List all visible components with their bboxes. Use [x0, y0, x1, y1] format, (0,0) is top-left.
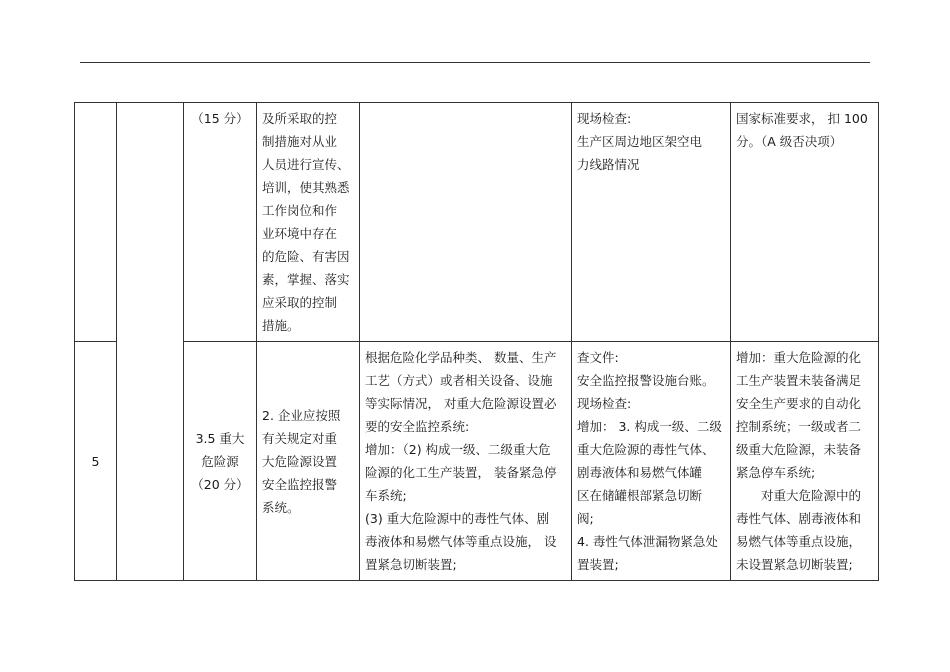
standard-line: 增加：重大危险源的化 — [736, 350, 862, 365]
check-line: 生产区周边地区架空电 — [577, 134, 703, 149]
detail-line: 险源的化工生产装置， 装备紧急停 — [365, 465, 557, 480]
element-cell — [184, 342, 257, 581]
check-line: 区在储罐根部紧急切断 — [577, 488, 703, 503]
standard-line: 工生产装置未装备满足 — [736, 373, 862, 388]
standard-line: 毒性气体、剧毒液体和 — [736, 511, 862, 526]
check-line: 4. 毒性气体泄漏物紧急处 — [577, 534, 718, 549]
requirement-line: 培训，使其熟悉 — [262, 180, 350, 195]
requirement-cell — [257, 342, 360, 581]
detail-line: (3) 重大危险源中的毒性气体、剧 — [365, 511, 550, 526]
requirement-line: 措施。 — [262, 318, 300, 333]
standard-line: 安全生产要求的自动化 — [736, 396, 862, 411]
requirement-line: 安全监控报警 — [262, 476, 338, 492]
standards-table — [74, 102, 879, 581]
check-line: 安全监控报警设施台账。 — [577, 373, 715, 388]
standard-line: 易燃气体等重点设施， — [736, 534, 862, 549]
number-cell — [75, 103, 117, 342]
detail-line: 要的安全监控系统: — [365, 419, 470, 434]
check-line: 剧毒液体和易燃气体罐 — [577, 465, 703, 480]
detail-line: 根据危险化学品种类、 数量、生产 — [365, 350, 557, 365]
element-line: 3.5 重大 — [195, 430, 245, 446]
requirement-line: 系统。 — [262, 499, 300, 515]
requirement-line: 工作岗位和作 — [262, 203, 338, 218]
check-line: 查文件: — [577, 350, 619, 365]
detail-line: 增加：（2) 构成一级、二级重大危 — [365, 442, 551, 457]
standard-line: 未设置紧急切断装置; — [736, 557, 853, 572]
table-row — [75, 342, 879, 581]
requirement-line: 应采取的控制 — [262, 295, 338, 310]
standard-cell — [731, 103, 879, 342]
requirement-line: 有关规定对重 — [262, 430, 338, 446]
check-line: 阀; — [577, 511, 594, 526]
detail-cell — [360, 103, 572, 342]
element-cell — [184, 103, 257, 342]
detail-line: 车系统; — [365, 488, 407, 503]
requirement-cell — [257, 103, 360, 342]
requirement-line: 人员进行宣传、 — [262, 157, 350, 172]
detail-line: 毒液体和易燃气体等重点设施， 设 — [365, 534, 557, 549]
requirement-line: 的危险、有害因 — [262, 249, 350, 264]
check-line: 现场检查: — [577, 111, 632, 126]
standard-line: 分。（A 级否决项） — [736, 134, 843, 149]
check-line: 现场检查: — [577, 396, 632, 411]
standard-line: 国家标准要求， 扣 100 — [736, 111, 868, 126]
check-cell — [572, 103, 731, 342]
element-line: （20 分） — [191, 476, 249, 492]
standard-line: 级重大危险源，未装备 — [736, 442, 862, 457]
requirement-line: 及所采取的控 — [262, 111, 338, 126]
number-cell — [75, 342, 117, 581]
category-cell — [117, 103, 184, 581]
element-line: 危险源 — [201, 453, 239, 469]
table-row — [75, 103, 879, 342]
requirement-line: 大危险源设置 — [262, 453, 338, 469]
requirement-line: 业环境中存在 — [262, 226, 338, 241]
detail-line: 工艺（方式）或者相关设备、设施 — [365, 373, 553, 388]
detail-line: 等实际情况， 对重大危险源设置必 — [365, 396, 557, 411]
detail-line: 置紧急切断装置; — [365, 557, 457, 572]
detail-cell — [360, 342, 572, 581]
check-line: 置装置; — [577, 557, 619, 572]
requirement-line: 制措施对从业 — [262, 134, 338, 149]
check-line: 力线路情况 — [577, 157, 640, 172]
requirement-line: 素，掌握、落实 — [262, 272, 350, 287]
check-cell — [572, 342, 731, 581]
header-rule — [80, 62, 870, 63]
standard-cell — [731, 342, 879, 581]
standard-line: 紧急停车系统; — [736, 465, 816, 480]
check-line: 增加： 3. 构成一级、二级 — [577, 419, 722, 434]
score-text: （15 分） — [191, 111, 249, 126]
standard-line: 控制系统；一级或者二 — [736, 419, 862, 434]
requirement-line: 2. 企业应按照 — [262, 407, 341, 423]
item-number: 5 — [91, 453, 100, 469]
standard-line: 对重大危险源中的 — [761, 488, 862, 503]
check-line: 重大危险源的毒性气体、 — [577, 442, 715, 457]
